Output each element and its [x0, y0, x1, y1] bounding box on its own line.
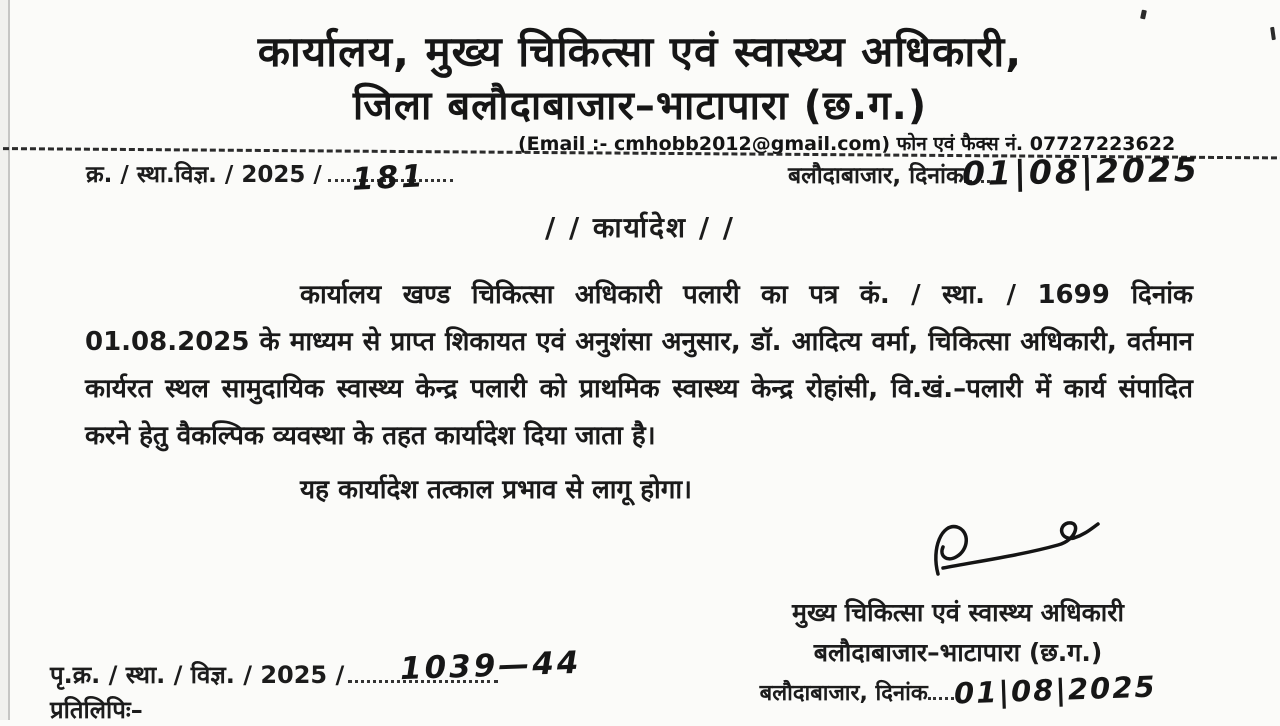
ref-number-label: क्र. / स्था.विज्ञ. / 2025 / — [86, 157, 453, 189]
scan-speck — [1140, 10, 1147, 20]
signatory-block — [708, 595, 1208, 711]
signatory-place-date: बलौदाबाजार, दिनांक 01|08|2025 — [759, 669, 1157, 711]
handwritten-date-bottom: 01|08|2025 — [953, 669, 1157, 711]
order-title: / / कार्यादेश / / — [544, 211, 736, 244]
handwritten-ref-number: 181 — [351, 158, 427, 198]
letterhead-contact-line: (Email :- cmhobb2012@gmail.com) फोन एवं फैक्स नं. 07727223622 — [518, 133, 1176, 155]
letterhead-title-line2: जिला बलौदाबाजार–भाटापारा (छ.ग.) — [352, 83, 928, 129]
signatory-district: बलौदाबाजार–भाटापारा (छ.ग.) — [813, 638, 1103, 667]
order-body-paragraph: कार्यालय खण्ड चिकित्सा अधिकारी पलारी का पत्र कं. / स्था. / 1699 दिनांक 01.08.2025 के माध्यम से प्राप्त शिकायत एवं अनुशंसा अनुसार, डॉ. आदित्य वर्मा, चिकित्सा अधिकारी, वर्तमान कार्यरत स्थल सामुदायिक स्वास्थ्य केन्द्र पलारी को प्राथमिक स्वास्थ्य केन्द्र रोहांसी, वि.खं.–पलारी में कार्य संपादित करने हेतु वैकल्पिक व्यवस्था के तहत कार्यादेश दिया जाता है। — [85, 280, 1193, 451]
endorsement-ref-label: पृ.क्र. / स्था. / विज्ञ. / 2025 / — [50, 658, 498, 691]
order-effective-line: यह कार्यादेश तत्काल प्रभाव से लागू होगा। — [300, 475, 692, 505]
signatory-designation: मुख्य चिकित्सा एवं स्वास्थ्य अधिकारी — [792, 598, 1124, 627]
dotted-leader — [928, 677, 954, 700]
signature-scribble-icon — [905, 512, 1115, 592]
place-date-label: बलौदाबाजार, दिनांक — [788, 158, 990, 190]
letterhead-title-line1: कार्यालय, मुख्य चिकित्सा एवं स्वास्थ्य अधिकारी, — [257, 27, 1023, 76]
handwritten-date-top: 01|08|2025 — [961, 149, 1201, 194]
handwritten-endorsement-number: 1039—44 — [399, 644, 582, 688]
copy-to-label: प्रतिलिपिः– — [50, 696, 143, 724]
